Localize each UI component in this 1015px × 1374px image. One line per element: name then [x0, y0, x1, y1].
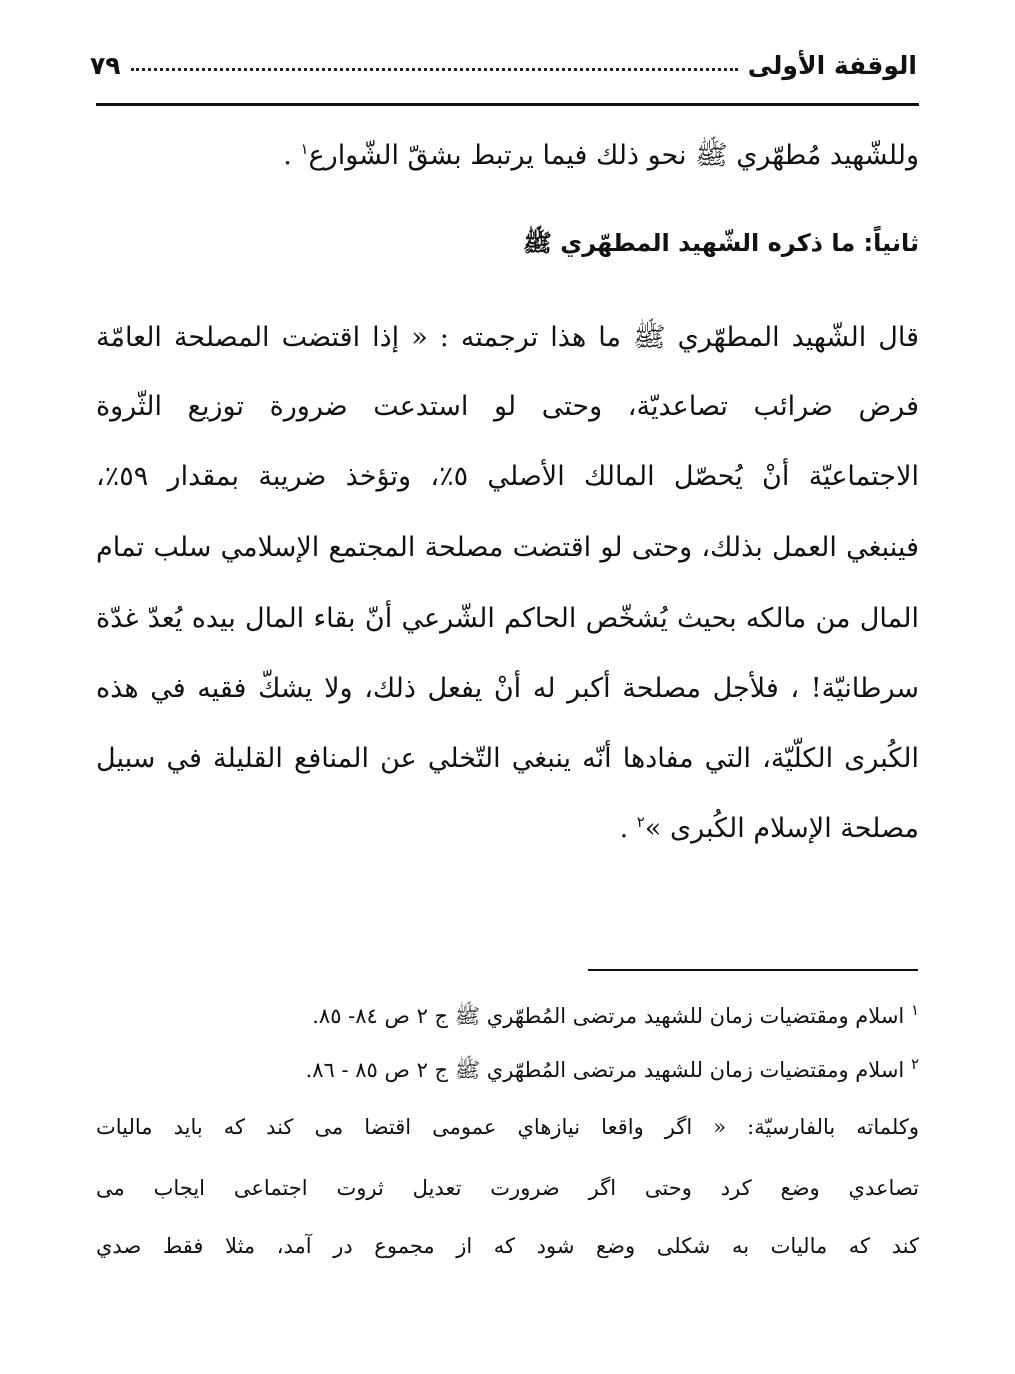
body-line-intro — [96, 138, 919, 178]
footnote-mark-1: ١ — [910, 1001, 919, 1019]
leader-dots — [131, 68, 738, 71]
para-line-8 — [96, 813, 919, 844]
para-line-2: فرض ضرائب تصاعديّة، وحتى لو استدعت ضرورة توزيع الثّروة — [96, 391, 919, 422]
section-heading: ثانياً: ما ذكره الشّهيد المطهّري ﷺ — [522, 229, 919, 257]
para-line-1: قال الشّهيد المطهّري ﷺ ما هذا ترجمته : « إذا اقتضت المصلحة العامّة — [96, 322, 919, 353]
footnote-ref-2: ٢ — [636, 813, 645, 831]
footnote-persian-line-3: كند كه ماليات به شكلى وضع شود كه از مجموع در آمد، مثلا فقط صدي — [96, 1234, 919, 1258]
footnote-persian-line-2: تصاعدي وضع كرد وحتى اگر ضرورت تعديل ثروت اجتماعى ايجاب مى — [96, 1176, 919, 1200]
para-line-3: الاجتماعيّة أنْ يُحصّل المالك الأصلي ٥٪، وتؤخذ ضريبة بمقدار ٥٩٪، — [96, 461, 920, 492]
running-header — [90, 30, 917, 80]
page-number: ٧٩ — [90, 51, 121, 80]
footnote-separator — [588, 969, 918, 971]
footnote-1 — [96, 1003, 919, 1034]
para-line-7: الكُبرى الكلّيّة، التي مفادها أنّه ينبغي التّخلي عن المنافع القليلة في سبيل — [96, 743, 919, 774]
header-rule — [96, 103, 919, 106]
intro-end: . — [283, 140, 292, 171]
footnote-mark-2: ٢ — [910, 1055, 919, 1073]
footnote-2-text: اسلام ومقتضيات زمان للشهيد مرتضى المُطهّري ﷺ ج ٢ ص ٨٥ - ٨٦. — [305, 1058, 905, 1082]
footnote-ref-1: ١ — [300, 140, 309, 158]
para-line-6: سرطانيّة! ، فلأجل مصلحة أكبر له أنْ يفعل ذلك، ولا يشكّ فقيه في هذه — [96, 673, 919, 704]
footnote-persian-line-1: وكلماته بالفارسيّة: « اگر واقعا نيازهاي عمومى اقتضا مى كند كه بايد ماليات — [96, 1115, 919, 1139]
para-last-end: . — [619, 813, 629, 844]
footnote-2 — [96, 1057, 919, 1088]
para-last-text: مصلحة الإسلام الكُبرى » — [644, 813, 919, 844]
chapter-title: الوقفة الأولى — [747, 51, 917, 80]
intro-text: وللشّهيد مُطهّري ﷺ نحو ذلك فيما يرتبط بشقّ الشّوارع — [308, 140, 919, 171]
footnote-1-text: اسلام ومقتضيات زمان للشهيد مرتضى المُطهّري ﷺ ج ٢ ص ٨٤- ٨٥. — [312, 1004, 905, 1028]
para-line-4: فينبغي العمل بذلك، وحتى لو اقتضت مصلحة المجتمع الإسلامي سلب تمام — [96, 532, 919, 563]
para-line-5: المال من مالكه بحيث يُشخّص الحاكم الشّرعي أنّ بقاء المال بيده يُعدّ غدّة — [96, 603, 919, 634]
